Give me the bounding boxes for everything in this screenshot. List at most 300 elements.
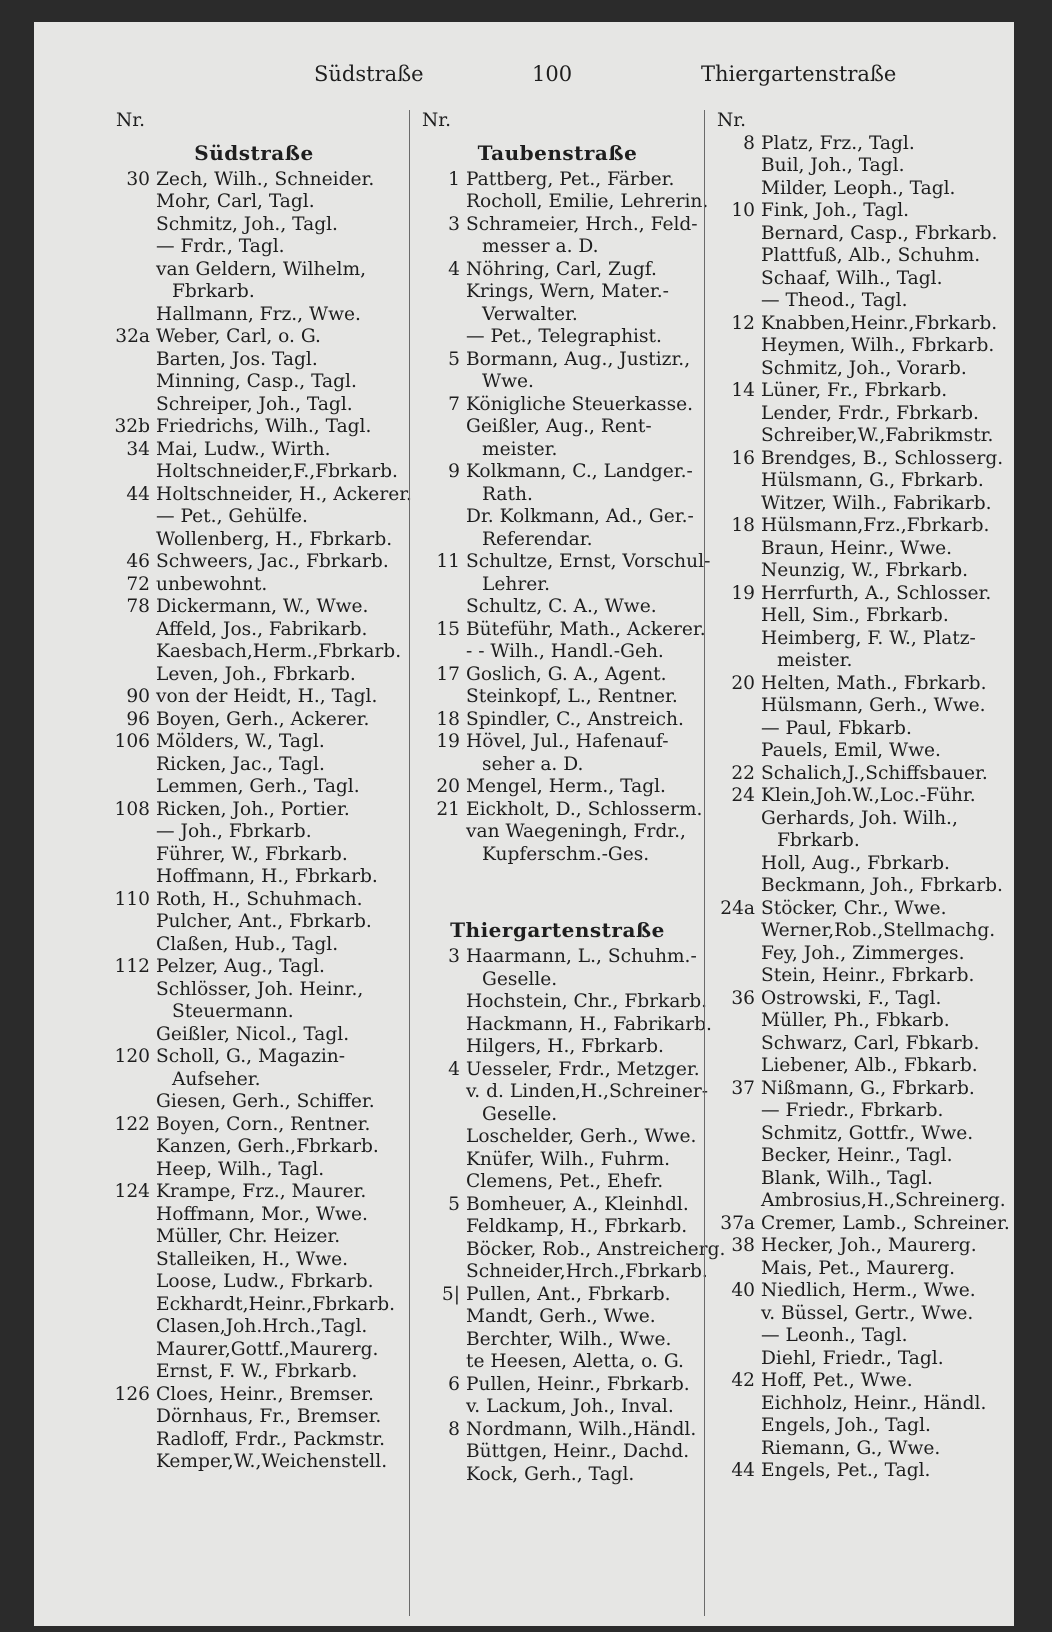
directory-entry bbox=[104, 1181, 404, 1204]
house-number: 72 bbox=[126, 573, 150, 595]
resident-text: Stein, Heinr., Fbrkarb. bbox=[761, 965, 975, 986]
resident-text: Bernard, Casp., Fbrkarb. bbox=[761, 222, 998, 244]
house-number: 34 bbox=[126, 438, 150, 460]
resident-text: Schreiper, Joh., Tagl. bbox=[156, 393, 353, 415]
resident-text: Königliche Steuerkasse. bbox=[466, 393, 694, 415]
resident-text: Geißler, Nicol., Tagl. bbox=[156, 1023, 350, 1045]
resident-text: Claßen, Hub., Tagl. bbox=[156, 933, 339, 955]
directory-entry bbox=[410, 551, 711, 574]
resident-text: Kanzen, Gerh.,Fbrkarb. bbox=[156, 1136, 379, 1157]
directory-entry bbox=[104, 1069, 404, 1092]
resident-text: Krampe, Frz., Maurer. bbox=[156, 1181, 367, 1202]
directory-entry bbox=[705, 695, 1010, 718]
resident-text: Fink, Joh., Tagl. bbox=[761, 200, 910, 221]
resident-text: Rocholl, Emilie, Lehrerin. bbox=[466, 191, 709, 212]
resident-text: Pauels, Emil, Wwe. bbox=[761, 740, 941, 761]
resident-text: Hülsmann, Gerh., Wwe. bbox=[761, 695, 986, 716]
street-heading: Taubenstraße bbox=[477, 140, 638, 165]
directory-entry bbox=[705, 1190, 1010, 1213]
directory-entry bbox=[410, 394, 705, 417]
directory-entry bbox=[104, 979, 404, 1002]
house-number: 124 bbox=[114, 1181, 150, 1202]
directory-entry bbox=[104, 821, 404, 844]
directory-entry bbox=[705, 943, 1010, 966]
resident-text: Pullen, Ant., Fbrkarb. bbox=[466, 1283, 671, 1305]
directory-entry bbox=[104, 169, 404, 192]
street-heading: Südstraße bbox=[194, 140, 314, 165]
resident-text: Schwarz, Carl, Fbkarb. bbox=[761, 1032, 980, 1054]
directory-entry bbox=[410, 1441, 705, 1464]
resident-text: Minning, Casp., Tagl. bbox=[156, 371, 357, 392]
directory-entry bbox=[705, 763, 1010, 786]
directory-entry bbox=[104, 664, 404, 687]
directory-entry bbox=[705, 335, 1010, 358]
house-number: 40 bbox=[731, 1280, 755, 1301]
resident-text: Kupferschm.-Ges. bbox=[482, 843, 650, 865]
nr-column-label: Nr. bbox=[422, 110, 452, 131]
directory-entry bbox=[104, 281, 404, 304]
directory-entry bbox=[410, 664, 705, 687]
directory-entry bbox=[104, 483, 412, 507]
directory-entry bbox=[104, 506, 404, 529]
resident-text: Maurer,Gottf.,Maurerg. bbox=[156, 1338, 379, 1360]
directory-entry bbox=[705, 965, 1010, 988]
resident-text: — Leonh., Tagl. bbox=[761, 1325, 908, 1346]
resident-text: Weber, Carl, o. G. bbox=[156, 326, 321, 347]
directory-entry bbox=[705, 785, 1010, 808]
resident-text: Eckhardt,Heinr.,Fbrkarb. bbox=[156, 1293, 396, 1315]
directory-entry bbox=[410, 731, 705, 754]
resident-text: Mengel, Herm., Tagl. bbox=[466, 776, 666, 797]
directory-entry bbox=[705, 1055, 1010, 1078]
resident-text: Müller, Ph., Fbkarb. bbox=[761, 1010, 950, 1031]
resident-text: Verwalter. bbox=[482, 303, 578, 325]
directory-entry bbox=[410, 1374, 705, 1397]
resident-text: — Theod., Tagl. bbox=[761, 290, 908, 311]
directory-entry bbox=[705, 403, 1010, 426]
directory-entry bbox=[410, 529, 705, 552]
resident-text: meister. bbox=[482, 438, 558, 460]
house-number: 20 bbox=[436, 776, 460, 797]
directory-entry bbox=[104, 1384, 404, 1407]
resident-text: Ricken, Jac., Tagl. bbox=[156, 753, 325, 775]
directory-entry bbox=[104, 1339, 404, 1362]
house-number: 8 bbox=[743, 132, 755, 154]
resident-text: Holl, Aug., Fbrkarb. bbox=[761, 852, 950, 874]
resident-text: Fey, Joh., Zimmerges. bbox=[761, 942, 965, 964]
directory-entry bbox=[410, 1261, 708, 1284]
directory-entry bbox=[705, 1325, 1010, 1348]
directory-entry bbox=[104, 866, 404, 889]
resident-text: Hövel, Jul., Hafenauf- bbox=[466, 731, 669, 752]
resident-text: Cremer, Lamb., Schreiner. bbox=[761, 1212, 1010, 1234]
resident-text: Affeld, Jos., Fabrikarb. bbox=[156, 618, 368, 640]
resident-text: — Frdr., Tagl. bbox=[156, 236, 285, 257]
directory-entry bbox=[410, 1238, 726, 1262]
house-number: 4 bbox=[448, 1058, 460, 1080]
directory-entry bbox=[410, 1036, 705, 1059]
header-left-street: Südstraße bbox=[314, 62, 424, 86]
resident-text: Kaesbach,Herm.,Fbrkarb. bbox=[156, 641, 402, 662]
resident-text: Nißmann, G., Fbrkarb. bbox=[761, 1077, 975, 1099]
house-number: 24a bbox=[720, 897, 755, 919]
directory-entry bbox=[410, 1329, 705, 1352]
directory-entry bbox=[104, 394, 404, 417]
directory-entry bbox=[705, 155, 1010, 178]
house-number: 18 bbox=[436, 708, 460, 730]
resident-text: Boyen, Gerh., Ackerer. bbox=[156, 708, 370, 730]
resident-text: Diehl, Friedr., Tagl. bbox=[761, 1347, 944, 1369]
house-number: 17 bbox=[436, 663, 460, 685]
resident-text: Schmitz, Gottfr., Wwe. bbox=[761, 1122, 974, 1144]
house-number: 20 bbox=[731, 672, 755, 694]
resident-text: Hilgers, H., Fbrkarb. bbox=[466, 1036, 664, 1057]
house-number: 10 bbox=[731, 200, 755, 221]
directory-entry bbox=[705, 628, 1010, 651]
directory-entry bbox=[705, 1415, 1010, 1438]
house-number: 38 bbox=[731, 1235, 755, 1256]
resident-text: Schmitz, Joh., Tagl. bbox=[156, 213, 338, 235]
house-number: 106 bbox=[114, 731, 150, 752]
directory-entry bbox=[104, 731, 404, 754]
resident-text: Uesseler, Frdr., Metzger. bbox=[466, 1058, 700, 1080]
directory-entry bbox=[104, 799, 404, 822]
directory-entry bbox=[410, 754, 705, 777]
directory-entry bbox=[104, 844, 404, 867]
resident-text: van Waegeningh, Frdr., bbox=[466, 821, 686, 842]
directory-entry bbox=[104, 641, 404, 664]
house-number: 19 bbox=[731, 582, 755, 604]
resident-text: Schmitz, Joh., Vorarb. bbox=[761, 357, 967, 379]
house-number: 8 bbox=[448, 1418, 460, 1440]
directory-entry bbox=[104, 574, 404, 597]
resident-text: messer a. D. bbox=[482, 236, 599, 257]
resident-text: Werner,Rob.,Stellmachg. bbox=[761, 920, 996, 941]
house-number: 5| bbox=[441, 1283, 460, 1305]
resident-text: Hecker, Joh., Maurerg. bbox=[761, 1235, 977, 1256]
directory-entry bbox=[705, 425, 1010, 448]
resident-text: Stalleiken, H., Wwe. bbox=[156, 1248, 349, 1270]
resident-text: Müller, Chr. Heizer. bbox=[156, 1226, 341, 1247]
resident-text: Schneider,Hrch.,Fbrkarb. bbox=[466, 1261, 708, 1282]
directory-entry bbox=[104, 214, 404, 237]
directory-entry bbox=[705, 560, 1010, 583]
directory-entry bbox=[104, 1249, 404, 1272]
directory-entry bbox=[104, 1361, 404, 1384]
resident-text: Dr. Kolkmann, Ad., Ger.- bbox=[466, 506, 694, 527]
directory-entry bbox=[705, 988, 1010, 1011]
house-number: 44 bbox=[126, 483, 150, 505]
directory-entry bbox=[104, 529, 404, 552]
directory-entry bbox=[104, 1271, 404, 1294]
directory-entry bbox=[705, 1033, 1010, 1056]
directory-entry bbox=[104, 371, 404, 394]
house-number: 78 bbox=[126, 596, 150, 617]
directory-entry bbox=[705, 358, 1010, 381]
directory-entry bbox=[705, 178, 1010, 201]
resident-text: - - Wilh., Handl.-Geh. bbox=[466, 641, 664, 662]
directory-entry bbox=[104, 416, 404, 439]
directory-entry bbox=[410, 416, 705, 439]
house-number: 32b bbox=[114, 416, 150, 437]
resident-text: Eickholt, D., Schlosserm. bbox=[466, 798, 703, 820]
directory-entry bbox=[410, 1396, 705, 1419]
resident-text: Schrameier, Hrch., Feld- bbox=[466, 213, 698, 235]
resident-text: Geselle. bbox=[482, 968, 558, 990]
resident-text: Steinkopf, L., Rentner. bbox=[466, 686, 678, 707]
resident-text: Lender, Frdr., Fbrkarb. bbox=[761, 402, 979, 424]
directory-entry bbox=[705, 1100, 1010, 1123]
house-number: 3 bbox=[448, 213, 460, 235]
resident-text: Wwe. bbox=[482, 371, 534, 392]
directory-entry bbox=[410, 169, 705, 192]
resident-text: Steuermann. bbox=[172, 1001, 294, 1022]
resident-text: Becker, Heinr., Tagl. bbox=[761, 1145, 953, 1166]
resident-text: Pullen, Heinr., Fbrkarb. bbox=[466, 1373, 690, 1395]
house-number: 21 bbox=[436, 798, 460, 820]
house-number: 5 bbox=[448, 348, 460, 370]
directory-entry bbox=[705, 313, 1010, 336]
resident-text: — Friedr., Fbrkarb. bbox=[761, 1100, 944, 1121]
house-number: 9 bbox=[448, 461, 460, 482]
resident-text: Holtschneider, H., Ackerer. bbox=[156, 483, 412, 505]
resident-text: Eichholz, Heinr., Händl. bbox=[761, 1392, 987, 1414]
resident-text: Kolkmann, C., Landger.- bbox=[466, 461, 693, 482]
resident-text: Pelzer, Aug., Tagl. bbox=[156, 956, 325, 977]
resident-text: Buil, Joh., Tagl. bbox=[761, 155, 905, 176]
resident-text: Fbrkarb. bbox=[777, 830, 860, 851]
resident-text: Clasen,Joh.Hrch.,Tagl. bbox=[156, 1316, 368, 1337]
directory-entry bbox=[410, 596, 705, 619]
resident-text: Clemens, Pet., Ehefr. bbox=[466, 1171, 664, 1192]
directory-entry bbox=[410, 1464, 705, 1487]
resident-text: Hülsmann,Frz.,Fbrkarb. bbox=[761, 515, 990, 536]
directory-entry bbox=[410, 1306, 705, 1329]
directory-entry bbox=[104, 1091, 404, 1114]
resident-text: Zech, Wilh., Schneider. bbox=[156, 168, 375, 190]
resident-text: Knabben,Heinr.,Fbrkarb. bbox=[761, 312, 998, 334]
directory-entry bbox=[410, 1194, 705, 1217]
resident-text: Holtschneider,F.,Fbrkarb. bbox=[156, 461, 398, 482]
resident-text: Herrfurth, A., Schlosser. bbox=[761, 582, 992, 604]
resident-text: Witzer, Wilh., Fabrikarb. bbox=[761, 492, 992, 514]
house-number: 120 bbox=[114, 1046, 150, 1067]
house-number: 3 bbox=[448, 946, 460, 967]
directory-entry bbox=[410, 281, 705, 304]
house-number: 96 bbox=[126, 708, 150, 730]
directory-page bbox=[34, 22, 1014, 1626]
directory-entry bbox=[705, 1460, 1010, 1483]
house-number: 108 bbox=[114, 798, 150, 820]
resident-text: van Geldern, Wilhelm, bbox=[156, 258, 367, 280]
resident-text: Mais, Pet., Maurerg. bbox=[761, 1257, 956, 1279]
resident-text: Aufseher. bbox=[172, 1068, 261, 1090]
directory-entry bbox=[705, 1280, 1010, 1303]
house-number: 6 bbox=[448, 1373, 460, 1395]
nr-column-label: Nr. bbox=[717, 110, 747, 131]
directory-entry bbox=[705, 1303, 1010, 1326]
house-number: 5 bbox=[448, 1193, 460, 1215]
resident-text: Milder, Leoph., Tagl. bbox=[761, 177, 956, 199]
house-number: 4 bbox=[448, 258, 460, 280]
directory-entry bbox=[705, 268, 1010, 291]
resident-text: Berchter, Wilh., Wwe. bbox=[466, 1328, 672, 1350]
house-number: 126 bbox=[114, 1383, 150, 1405]
directory-entry bbox=[104, 326, 404, 349]
resident-text: — Joh., Fbrkarb. bbox=[156, 821, 312, 842]
resident-text: Führer, W., Fbrkarb. bbox=[156, 843, 348, 865]
directory-entry bbox=[410, 821, 705, 844]
resident-text: Schultze, Ernst, Vorschul- bbox=[466, 551, 711, 572]
directory-entry bbox=[104, 1001, 404, 1024]
directory-entry bbox=[705, 1213, 1010, 1236]
resident-text: Hoffmann, H., Fbrkarb. bbox=[156, 866, 378, 887]
directory-entry bbox=[705, 223, 1010, 246]
directory-entry bbox=[104, 596, 404, 619]
directory-entry bbox=[705, 898, 1010, 921]
directory-entry bbox=[104, 191, 404, 214]
resident-text: Engels, Joh., Tagl. bbox=[761, 1415, 931, 1436]
resident-text: Nöhring, Carl, Zugf. bbox=[466, 258, 657, 280]
resident-text: Braun, Heinr., Wwe. bbox=[761, 537, 953, 559]
directory-entry bbox=[705, 1078, 1010, 1101]
directory-entry bbox=[410, 349, 705, 372]
resident-text: v. Büssel, Gertr., Wwe. bbox=[761, 1302, 974, 1324]
directory-entry bbox=[410, 1126, 705, 1149]
resident-text: Lüner, Fr., Fbrkarb. bbox=[761, 380, 948, 401]
directory-entry bbox=[410, 1081, 709, 1104]
house-number: 24 bbox=[731, 785, 755, 806]
directory-entry bbox=[104, 1316, 404, 1339]
resident-text: Liebener, Alb., Fbkarb. bbox=[761, 1055, 978, 1076]
house-number: 12 bbox=[731, 312, 755, 334]
resident-text: Helten, Math., Fbrkarb. bbox=[761, 672, 987, 694]
directory-entry bbox=[410, 326, 705, 349]
directory-entry bbox=[410, 574, 705, 597]
resident-text: Böcker, Rob., Anstreicherg. bbox=[466, 1238, 726, 1260]
resident-text: Giesen, Gerh., Schiffer. bbox=[156, 1091, 375, 1112]
directory-entry bbox=[104, 1136, 404, 1159]
resident-text: Mölders, W., Tagl. bbox=[156, 731, 325, 752]
resident-text: Ricken, Joh., Portier. bbox=[156, 798, 350, 820]
resident-text: Blank, Wilh., Tagl. bbox=[761, 1167, 933, 1189]
resident-text: Loose, Ludw., Fbrkarb. bbox=[156, 1271, 374, 1292]
resident-text: Rath. bbox=[482, 483, 533, 505]
directory-entry bbox=[705, 853, 1010, 876]
directory-entry bbox=[410, 439, 705, 462]
column-1 bbox=[104, 110, 412, 1616]
directory-entry bbox=[104, 439, 404, 462]
page-header bbox=[34, 62, 1014, 96]
resident-text: Referendar. bbox=[482, 528, 593, 550]
house-number: 1 bbox=[448, 168, 460, 190]
directory-entry bbox=[705, 538, 1010, 561]
resident-text: Hülsmann, G., Fbrkarb. bbox=[761, 470, 984, 491]
directory-entry bbox=[705, 380, 1010, 403]
directory-entry bbox=[410, 1171, 705, 1194]
house-number: 18 bbox=[731, 515, 755, 536]
directory-entry bbox=[705, 290, 1010, 313]
directory-entry bbox=[104, 236, 404, 259]
directory-entry bbox=[705, 583, 1010, 606]
resident-text: Schultz, C. A., Wwe. bbox=[466, 596, 657, 617]
resident-text: Friedrichs, Wilh., Tagl. bbox=[156, 416, 372, 437]
directory-entry bbox=[104, 259, 404, 282]
resident-text: Kemper,W.,Weichenstell. bbox=[156, 1451, 388, 1472]
house-number: 44 bbox=[731, 1460, 755, 1481]
directory-entry bbox=[104, 1226, 404, 1249]
house-number: 19 bbox=[436, 731, 460, 752]
resident-text: Hoff, Pet., Wwe. bbox=[761, 1370, 913, 1391]
house-number: 46 bbox=[126, 551, 150, 572]
directory-entry bbox=[705, 245, 1010, 268]
directory-entry bbox=[705, 718, 1010, 741]
house-number: 16 bbox=[731, 447, 755, 469]
directory-entry bbox=[705, 1010, 1010, 1033]
resident-text: Hoffmann, Mor., Wwe. bbox=[156, 1203, 368, 1225]
resident-text: von der Heidt, H., Tagl. bbox=[156, 686, 378, 707]
directory-entry bbox=[705, 920, 1010, 943]
page-number: 100 bbox=[532, 62, 573, 86]
resident-text: Brendges, B., Schlosserg. bbox=[761, 447, 1004, 469]
directory-entry bbox=[410, 946, 705, 969]
directory-entry bbox=[104, 1204, 404, 1227]
column-2 bbox=[409, 110, 726, 1616]
directory-entry bbox=[705, 1235, 1010, 1258]
directory-entry bbox=[104, 709, 404, 732]
house-number: 37a bbox=[720, 1212, 755, 1234]
directory-entry bbox=[410, 1284, 705, 1307]
directory-entry bbox=[410, 776, 705, 799]
resident-text: Loschelder, Gerh., Wwe. bbox=[466, 1126, 697, 1147]
directory-entry bbox=[705, 1123, 1010, 1146]
directory-entry bbox=[410, 641, 705, 664]
resident-text: Dickermann, W., Wwe. bbox=[156, 596, 369, 617]
resident-text: Schalich,J.,Schiffsbauer. bbox=[761, 762, 988, 784]
house-number: 122 bbox=[114, 1113, 150, 1135]
house-number: 32a bbox=[115, 326, 150, 347]
resident-text: Nordmann, Wilh.,Händl. bbox=[466, 1418, 697, 1440]
resident-text: Niedlich, Herm., Wwe. bbox=[761, 1280, 976, 1301]
resident-text: Cloes, Heinr., Bremser. bbox=[156, 1383, 374, 1405]
directory-entry bbox=[705, 133, 1010, 156]
directory-entry bbox=[705, 875, 1010, 898]
directory-entry bbox=[410, 969, 705, 992]
directory-entry bbox=[410, 506, 705, 529]
resident-text: v. d. Linden,H.,Schreiner- bbox=[466, 1081, 709, 1102]
resident-text: Beckmann, Joh., Fbrkarb. bbox=[761, 875, 1003, 896]
resident-text: Heep, Wilh., Tagl. bbox=[156, 1158, 325, 1180]
house-number: 36 bbox=[731, 987, 755, 1009]
resident-text: meister. bbox=[777, 650, 853, 671]
directory-entry bbox=[104, 776, 404, 799]
directory-entry bbox=[104, 911, 404, 934]
resident-text: Knüfer, Wilh., Fuhrm. bbox=[466, 1148, 671, 1170]
resident-text: seher a. D. bbox=[482, 753, 584, 775]
resident-text: Geißler, Aug., Rent- bbox=[466, 416, 652, 437]
directory-entry bbox=[705, 1393, 1010, 1416]
directory-entry bbox=[705, 515, 1010, 538]
directory-entry bbox=[104, 619, 404, 642]
house-number: 30 bbox=[126, 168, 150, 190]
directory-entry bbox=[104, 1024, 404, 1047]
resident-text: Pulcher, Ant., Fbrkarb. bbox=[156, 911, 372, 932]
resident-text: Mandt, Gerh., Wwe. bbox=[466, 1306, 656, 1327]
directory-entry bbox=[410, 1104, 705, 1127]
directory-entry bbox=[104, 349, 404, 372]
directory-entry bbox=[104, 1451, 404, 1474]
directory-entry bbox=[705, 1370, 1010, 1393]
